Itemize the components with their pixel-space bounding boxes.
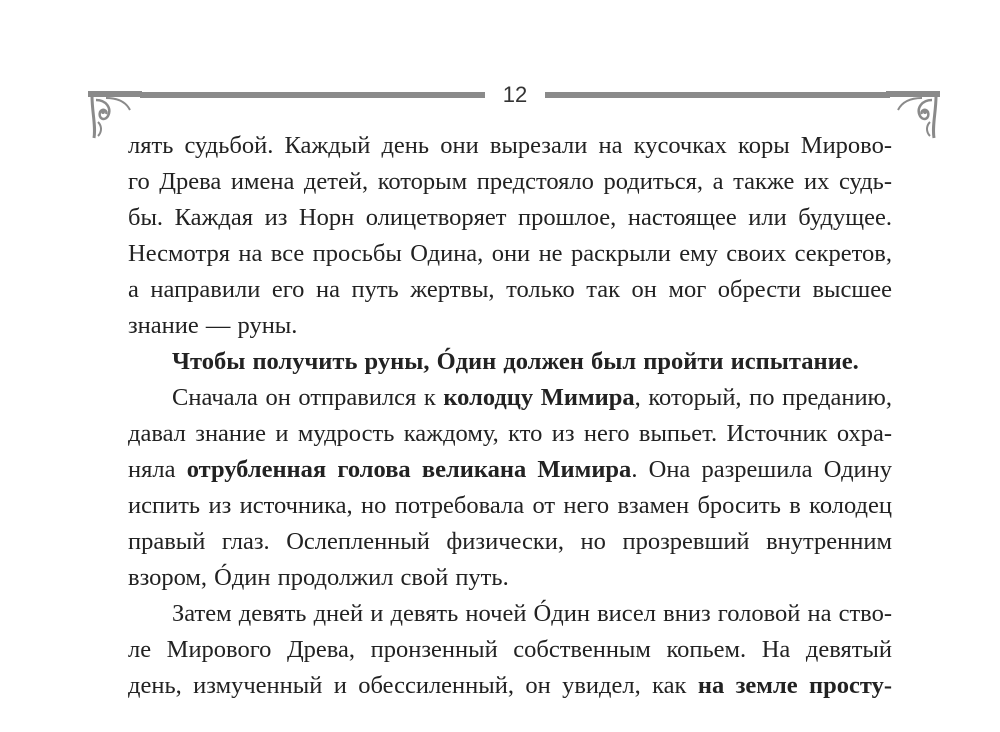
text-line <box>128 308 892 344</box>
text-line <box>128 632 892 668</box>
text-run: го Древа имена детей, которым предстояло родиться, а также их судь- <box>128 168 892 195</box>
text-line <box>128 128 892 164</box>
text-line <box>128 200 892 236</box>
paragraph <box>128 380 892 596</box>
bold-run: отрубленная голова великана Мимира <box>186 456 632 483</box>
text-run: знание — руны. <box>128 312 298 339</box>
text-line <box>128 164 892 200</box>
text-run: Сначала он отправился к <box>172 384 444 411</box>
bold-run: Чтобы получить руны, Óдин должен был пройти испытание. <box>172 348 859 375</box>
text-run: взором, Óдин продолжил свой путь. <box>128 564 509 591</box>
text-line <box>128 488 892 524</box>
text-run: а направили его на путь жертвы, только так он мог обрести высшее <box>128 276 892 303</box>
bold-run: на земле просту- <box>697 672 892 699</box>
text-run: няла <box>128 456 187 483</box>
text-line <box>128 560 892 596</box>
page-number: 12 <box>502 82 528 107</box>
text-run: ле Мирового Древа, пронзенный собственным копьем. На девятый <box>128 636 892 663</box>
text-run: Несмотря на все просьбы Одина, они не раскрыли ему своих секретов, <box>128 240 892 267</box>
text-line <box>128 236 892 272</box>
page-body <box>128 128 892 704</box>
text-run: давал знание и мудрость каждому, кто из него выпьет. Источник охра- <box>128 420 892 447</box>
text-run: испить из источника, но потребовала от него взамен бросить в колодец <box>128 492 892 519</box>
text-line <box>128 344 892 380</box>
text-run: . Она разрешила Одину <box>631 456 893 483</box>
text-line <box>128 596 892 632</box>
page-header <box>0 0 1000 140</box>
text-run: правый глаз. Ослепленный физически, но прозревший внутренним <box>128 528 892 555</box>
text-run: бы. Каждая из Норн олицетворяет прошлое, настоящее или будущее. <box>128 204 892 231</box>
text-run: Затем девять дней и девять ночей Óдин висел вниз головой на ство- <box>172 600 892 627</box>
text-run: день, измученный и обессиленный, он увидел, как <box>128 672 698 699</box>
paragraph <box>128 344 892 380</box>
text-line <box>128 524 892 560</box>
text-run: лять судьбой. Каждый день они вырезали на кусочках коры Мирово- <box>128 132 892 159</box>
text-run: , который, по преданию, <box>634 384 892 411</box>
corner-ornament-right-icon <box>884 82 942 140</box>
text-line <box>128 380 892 416</box>
text-line <box>128 452 892 488</box>
paragraph <box>128 596 892 704</box>
text-line <box>128 272 892 308</box>
paragraph <box>128 128 892 344</box>
text-line <box>128 668 892 704</box>
bold-run: колодцу Мимира <box>443 384 635 411</box>
header-rule-right <box>545 92 890 98</box>
text-line <box>128 416 892 452</box>
header-rule-left <box>140 92 485 98</box>
